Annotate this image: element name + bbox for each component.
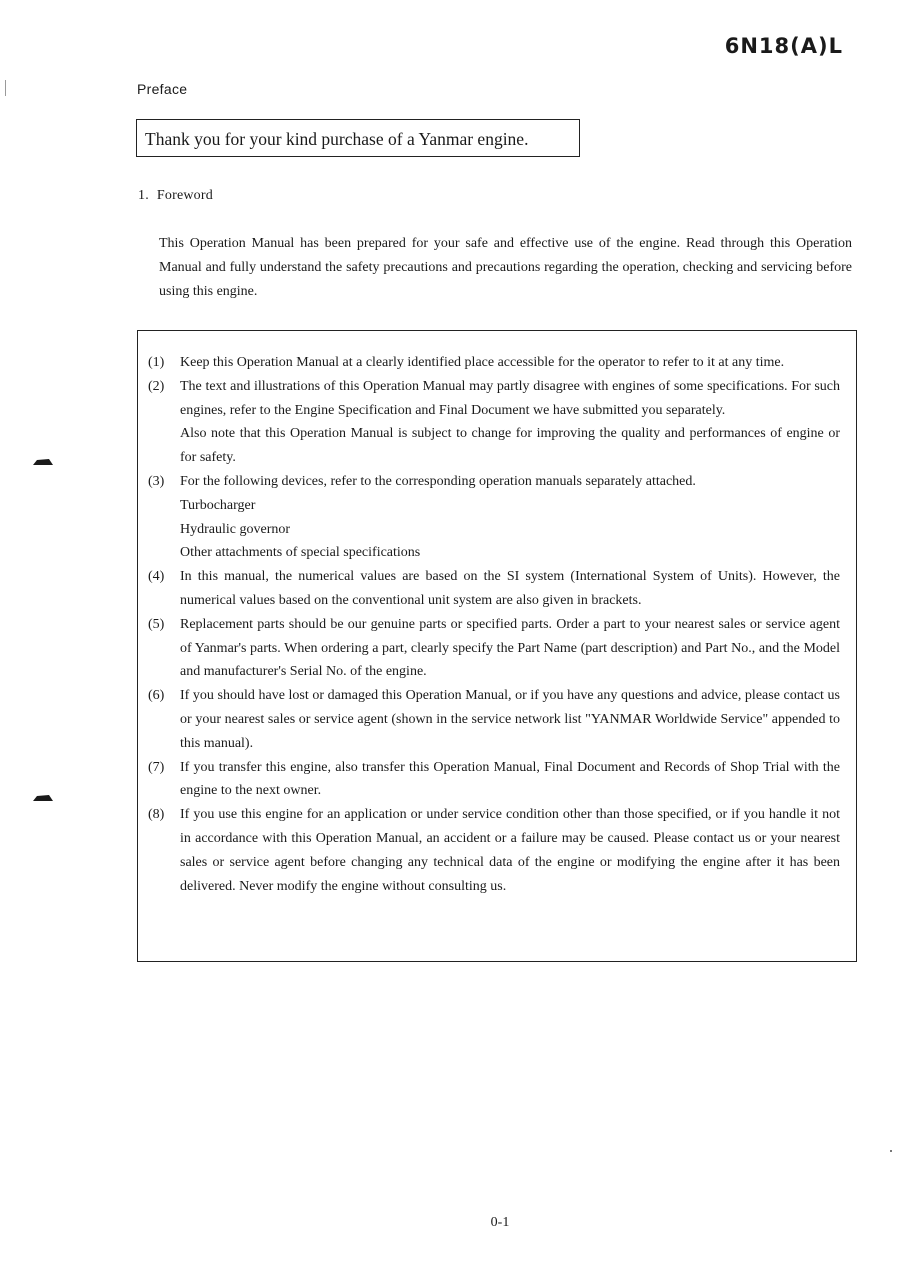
page-number: 0-1 — [490, 1215, 510, 1230]
note-subitem: Other attachments of special specifications — [180, 545, 421, 561]
foreword-paragraph: This Operation Manual has been prepared for your safe and effective use of the engine. Read through this Operation Manual and fully understand the safety precautions and precautions regarding the operation, checking and servicing before using this engine. — [159, 236, 852, 299]
note-number: (6) — [148, 688, 165, 704]
model-code: 6N18(A)L — [724, 34, 843, 58]
section-heading — [138, 188, 213, 204]
note-item — [148, 565, 840, 613]
note-text: If you transfer this engine, also transfer this Operation Manual, Final Document and Records of Shop Trial with the engine to the next owner. — [180, 759, 840, 799]
revision-mark-icon — [33, 459, 53, 465]
note-subitem: Hydraulic governor — [180, 521, 291, 537]
revision-mark-icon — [33, 795, 53, 801]
note-text: The text and illustrations of this Operation Manual may partly disagree with engines of some specifications. For such engines, refer to the Engine Specification and Final Document we have submitted you separately. — [180, 378, 840, 418]
preface-title: Preface — [137, 81, 188, 97]
note-item — [148, 351, 840, 375]
scan-speck — [890, 1150, 892, 1152]
note-subitem: Turbocharger — [180, 497, 256, 513]
note-text: If you should have lost or damaged this Operation Manual, or if you have any questions and advice, please contact us or your nearest sales or service agent (shown in the service network list "YANMAR Worldwide Service" appended to this manual). — [180, 688, 840, 751]
note-item — [148, 803, 840, 898]
note-item — [148, 613, 840, 684]
note-number: (4) — [148, 569, 165, 585]
thanks-banner: Thank you for your kind purchase of a Yanmar engine. — [136, 119, 580, 157]
note-item — [148, 470, 840, 565]
note-item — [148, 756, 840, 804]
section-title: Foreword — [156, 188, 213, 203]
note-text: If you use this engine for an application or under service condition other than those specified, or if you handle it not in accordance with this Operation Manual, an accident or a failure may be caused. Please contact us or your nearest sales or service agent before changing any technical data of the engine or modifying the engine after it has been delivered. Never modify the engine without consulting us. — [180, 807, 840, 894]
note-text: Also note that this Operation Manual is subject to change for improving the quality and performances of engine or for safety. — [180, 426, 840, 466]
note-number: (1) — [148, 355, 165, 370]
notes-list — [148, 351, 840, 898]
note-number: (3) — [148, 473, 165, 489]
section-number: 1. — [138, 188, 149, 203]
note-number: (5) — [148, 616, 165, 632]
note-text: In this manual, the numerical values are based on the SI system (International System of Units). However, the numerical values based on the conventional unit system are also given in brackets. — [180, 569, 840, 608]
note-item — [148, 684, 840, 755]
note-number: (2) — [148, 378, 165, 394]
note-text: For the following devices, refer to the corresponding operation manuals separately attached. — [180, 473, 696, 489]
note-item — [148, 375, 840, 470]
scan-edge-mark — [5, 80, 6, 96]
note-number: (8) — [148, 807, 165, 823]
note-text: Keep this Operation Manual at a clearly identified place accessible for the operator to refer to it at any time. — [180, 355, 785, 370]
note-number: (7) — [148, 759, 165, 775]
note-text: Replacement parts should be our genuine parts or specified parts. Order a part to your nearest sales or service agent of Yanmar's parts. When ordering a part, clearly specify the Part Name (part description) and Part No., and the Model and manufacturer's Serial No. of the engine. — [180, 616, 840, 680]
